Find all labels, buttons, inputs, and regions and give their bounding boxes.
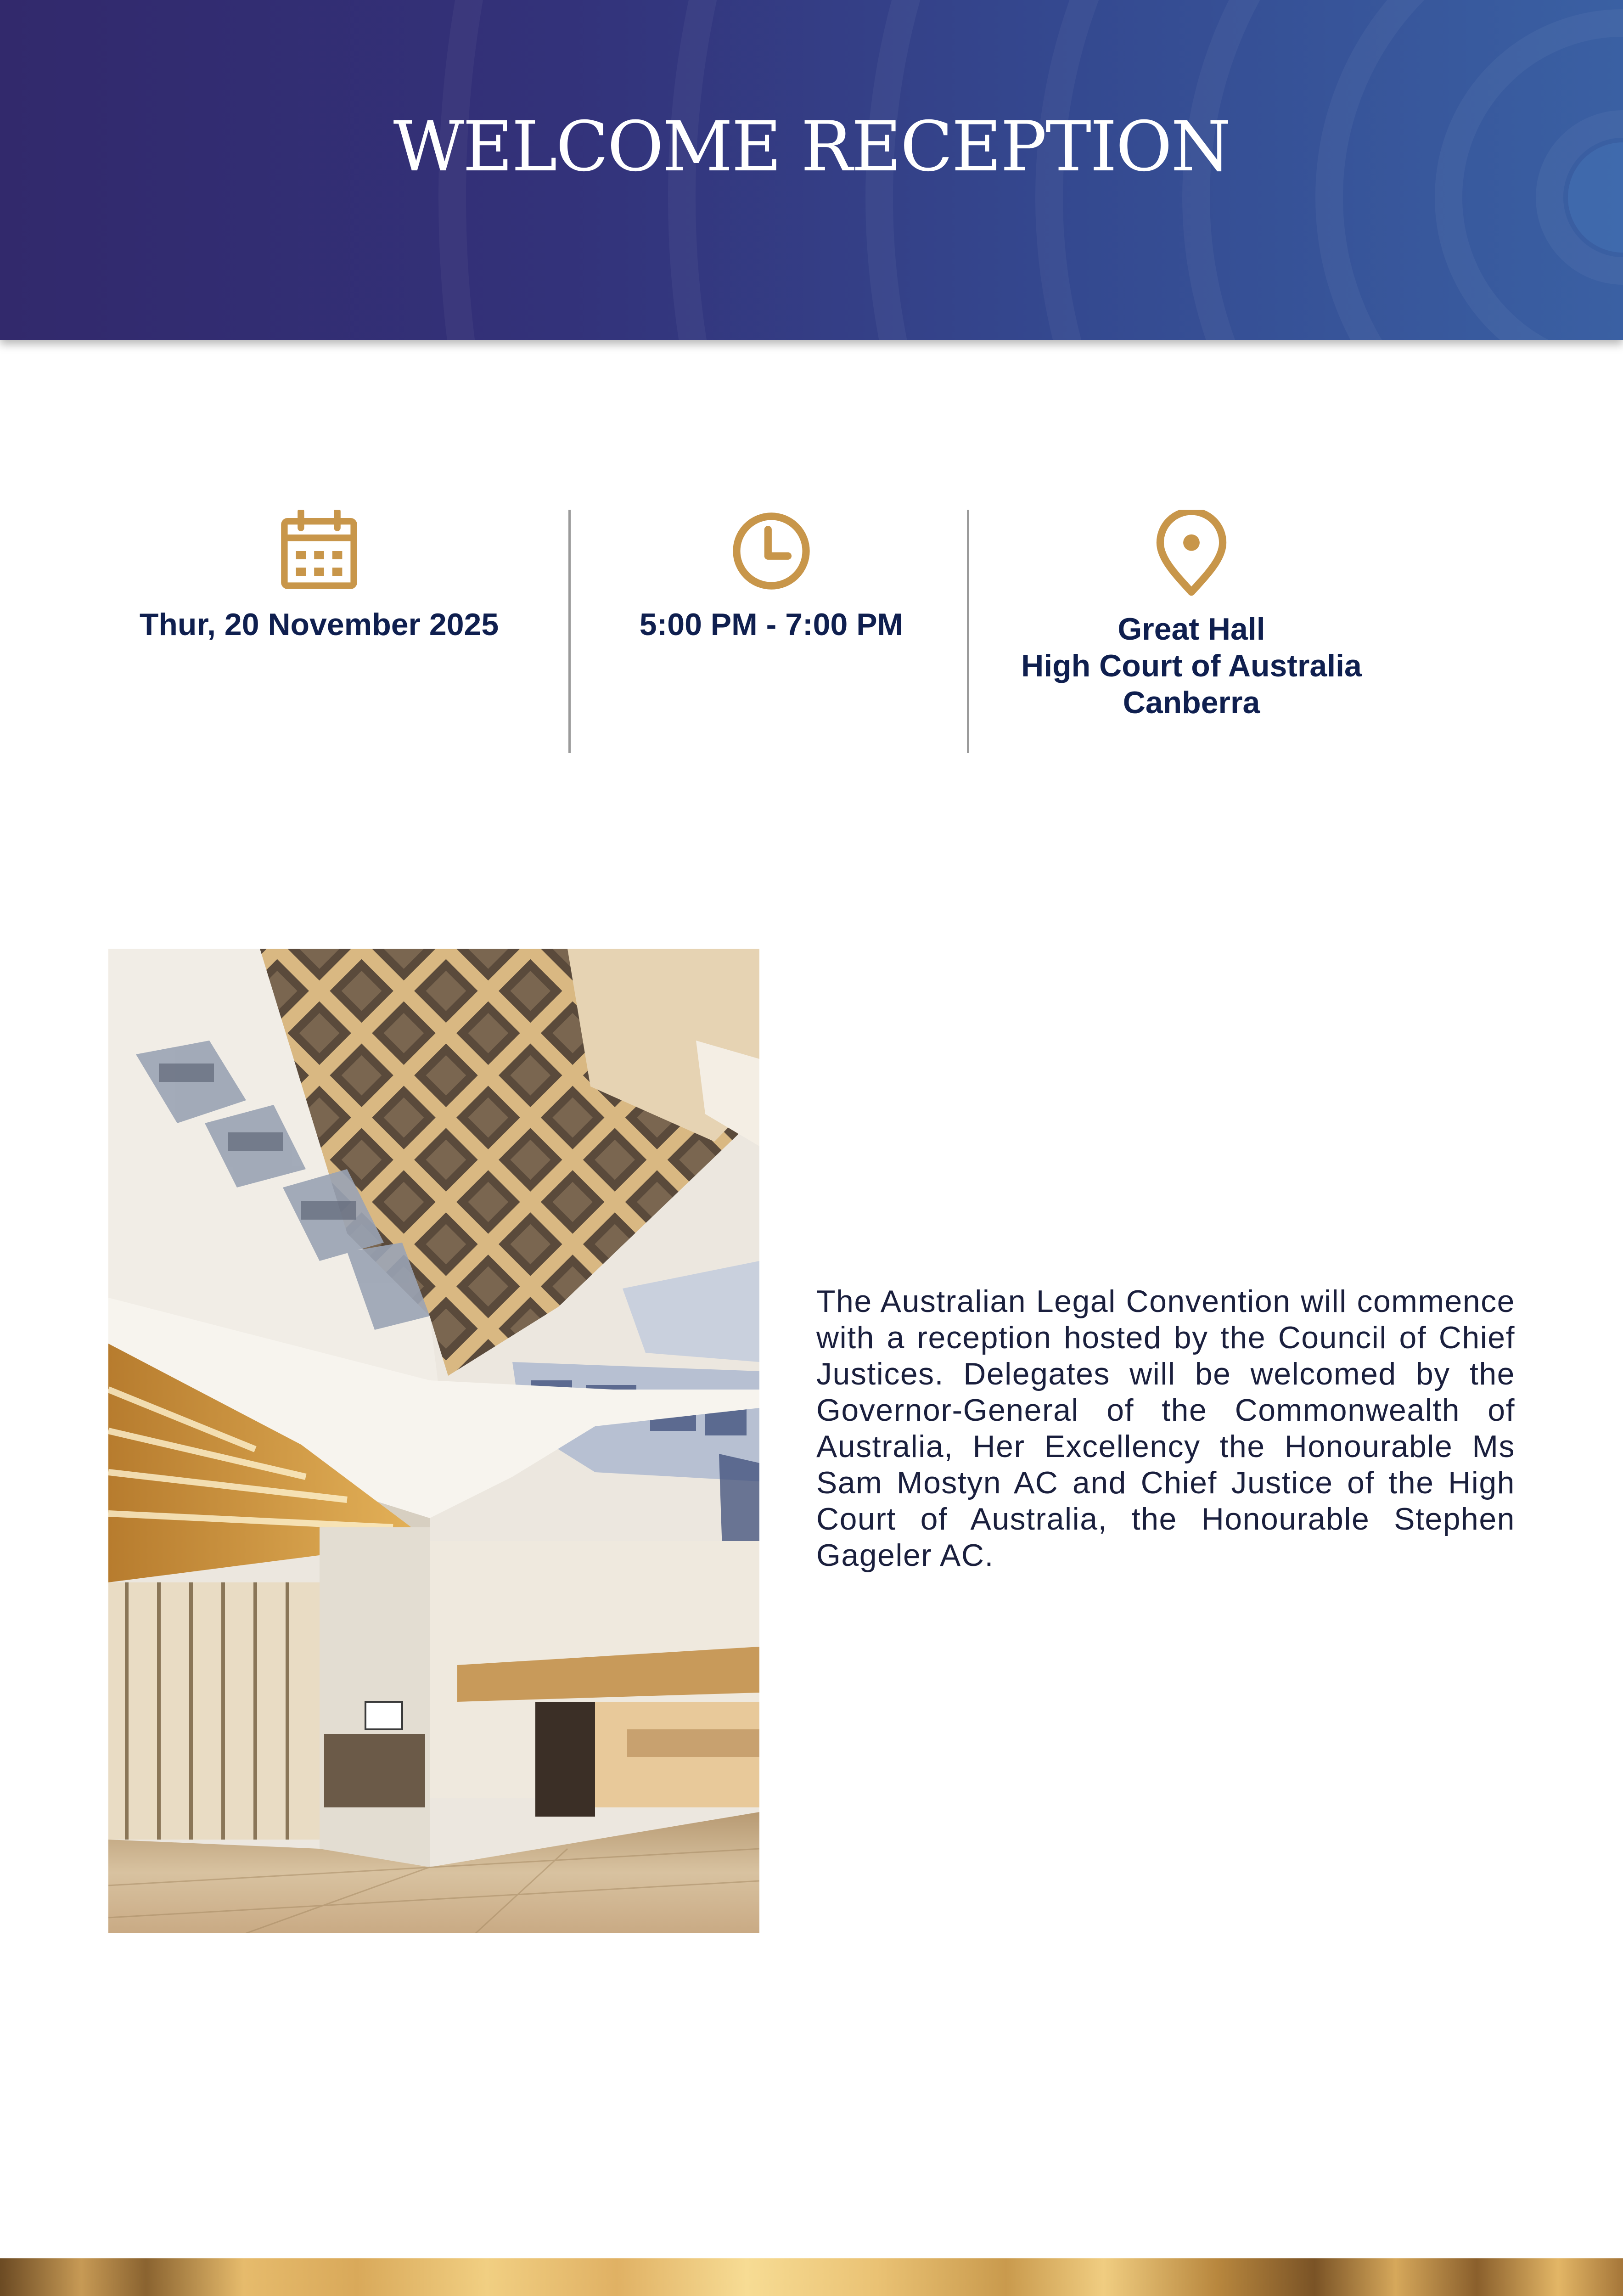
location-pin-icon: [1150, 510, 1233, 597]
venue-photo: [108, 949, 759, 1933]
venue-building: High Court of Australia: [1021, 648, 1362, 683]
event-venue: [978, 510, 1405, 721]
event-date-text: Thur, 20 November 2025: [139, 607, 499, 642]
event-time: [574, 510, 969, 643]
venue-city: Canberra: [1123, 685, 1260, 720]
clock-icon: [730, 510, 813, 592]
calendar-icon: [278, 510, 360, 592]
header-banner: [0, 0, 1623, 340]
venue-name: Great Hall: [1118, 612, 1265, 647]
column-divider: [568, 510, 571, 753]
event-time-text: 5:00 PM - 7:00 PM: [639, 607, 904, 642]
venue-photo-illustration: [108, 949, 759, 1933]
event-description: The Australian Legal Convention will commence with a reception hosted by the Council of Chief Justices. Delegates will be welcomed by the Governor-General of the Commonwealth of Australia, Her Excellency the Honourable Ms Sam Mostyn AC and Chief Justice of the High Court of Australia, the Honourable Stephen Gageler AC.: [816, 1284, 1515, 1573]
footer-gold-band: [0, 2258, 1623, 2296]
page-title: WELCOME RECEPTION: [393, 107, 1230, 187]
column-divider: [967, 510, 969, 753]
event-date: [92, 510, 546, 643]
